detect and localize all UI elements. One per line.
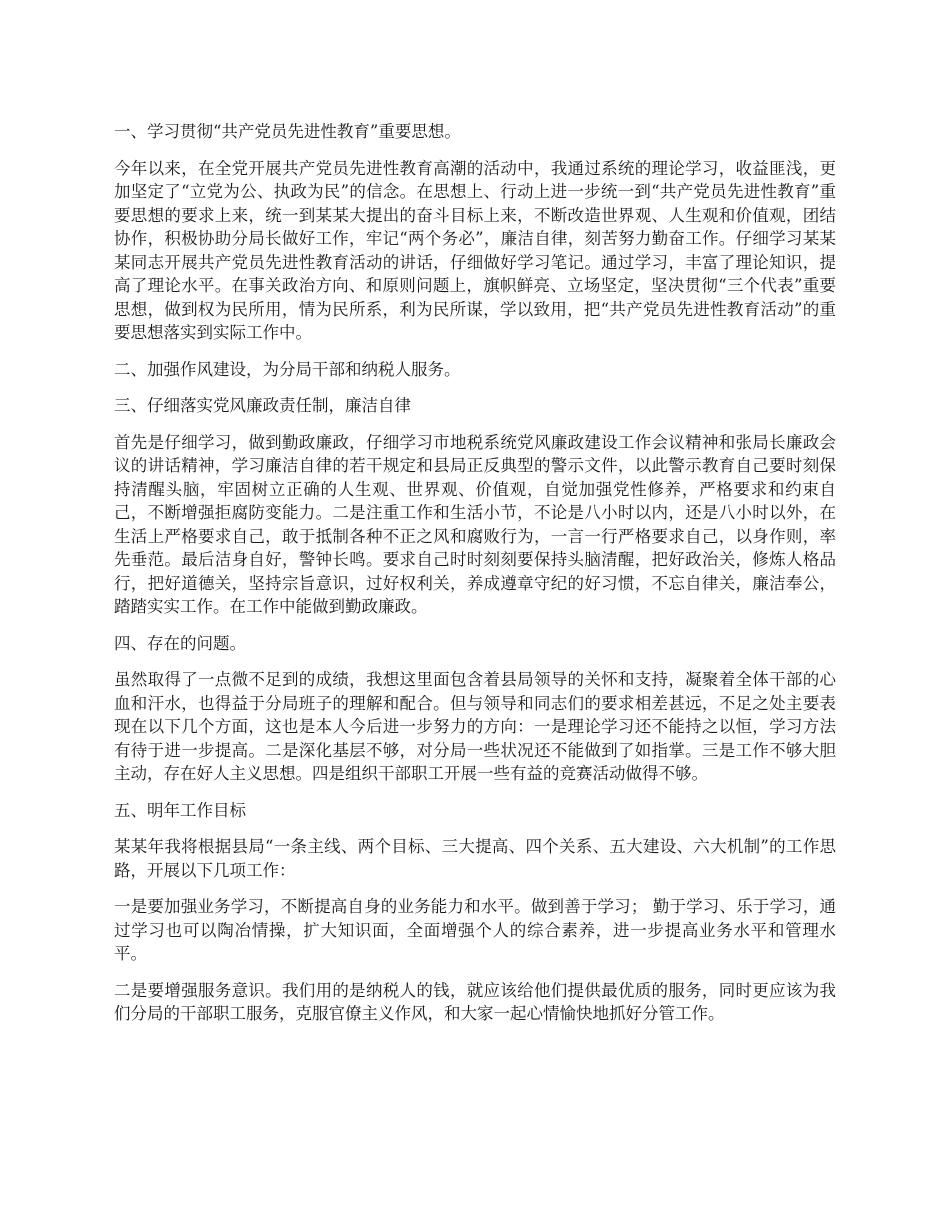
- section-1-paragraph-1: 今年以来，在全党开展共产党员先进性教育高潮的活动中，我通过系统的理论学习，收益匪浅，更加坚定了“立党为公、执政为民”的信念。在思想上、行动上进一步统一到“共产党员先进性教育”重要思想的要求上来，统一到某某大提出的奋斗目标上来，不断改造世界观、人生观和价值观，团结协作，积极协助分局长做好工作，牢记“两个务必”，廉洁自律，刻苦努力勤奋工作。仔细学习某某某同志开展共产党员先进性教育活动的讲话，仔细做好学习笔记。通过学习，丰富了理论知识，提高了理论水平。在事关政治方向、和原则问题上，旗帜鲜亮、立场坚定，坚决贯彻“三个代表”重要思想，做到权为民所用，情为民所系，利为民所谋，学以致用，把“共产党员先进性教育活动”的重要思想落实到实际工作中。: [114, 158, 836, 342]
- section-4-paragraph-1: 虽然取得了一点微不足到的成绩，我想这里面包含着县局领导的关怀和支持，凝聚着全体干部的心血和汗水，也得益于分局班子的理解和配合。但与领导和同志们的要求相差甚远，不足之处主要表现在以下几个方面，这也是本人今后进一步努力的方向：一是理论学习还不能持之以恒，学习方法有待于进一步提高。二是深化基层不够，对分局一些状况还不能做到了如指掌。三是工作不够大胆主动，存在好人主义思想。四是组织干部职工开展一些有益的竞赛活动做得不够。: [114, 670, 836, 783]
- section-5-paragraph-2: 一是要加强业务学习，不断提高自身的业务能力和水平。做到善于学习； 勤于学习、乐于学习，通过学习也可以陶冶情操，扩大知识面，全面增强个人的综合素养，进一步提高业务水平和管理水平。: [114, 897, 836, 963]
- section-heading-1: 一、学习贯彻“共产党员先进性教育”重要思想。: [114, 122, 461, 141]
- section-5-paragraph-3: 二是要增强服务意识。我们用的是纳税人的钱，就应该给他们提供最优质的服务，同时更应该为我们分局的干部职工服务，克服官僚主义作风，和大家一起心情愉快地抓好分管工作。: [114, 980, 836, 1023]
- section-5-paragraph-1: 某某年我将根据县局“一条主线、两个目标、三大提高、四个关系、五大建设、六大机制”的工作思路，开展以下几项工作：: [114, 837, 836, 880]
- document-body: [114, 120, 836, 1039]
- section-3-paragraph-1: 首先是仔细学习，做到勤政廉政，仔细学习市地税系统党风廉政建设工作会议精神和张局长廉政会议的讲话精神，学习廉洁自律的若干规定和县局正反典型的警示文件，以此警示教育自己要时刻保持清醒头脑，牢固树立正确的人生观、世界观、价值观，自觉加强党性修养，严格要求和约束自己，不断增强拒腐防变能力。二是注重工作和生活小节，不论是八小时以内，还是八小时以外，在生活上严格要求自己，敢于抵制各种不正之风和腐败行为，一言一行严格要求自己，以身作则，率先垂范。最后洁身自好，警钟长鸣。要求自己时时刻刻要保持头脑清醒，把好政治关，修炼人格品行，把好道德关，坚持宗旨意识，过好权利关，养成遵章守纪的好习惯，不忘自律关，廉洁奉公，踏踏实实工作。在工作中能做到勤政廉政。: [114, 432, 836, 616]
- section-heading-5: 五、明年工作目标: [114, 800, 246, 820]
- section-heading-3: 三、仔细落实党风廉政责任制，廉洁自律: [114, 396, 411, 415]
- section-heading-4: 四、存在的问题。: [114, 633, 246, 653]
- section-heading-2: 二、加强作风建设，为分局干部和纳税人服务。: [114, 359, 461, 379]
